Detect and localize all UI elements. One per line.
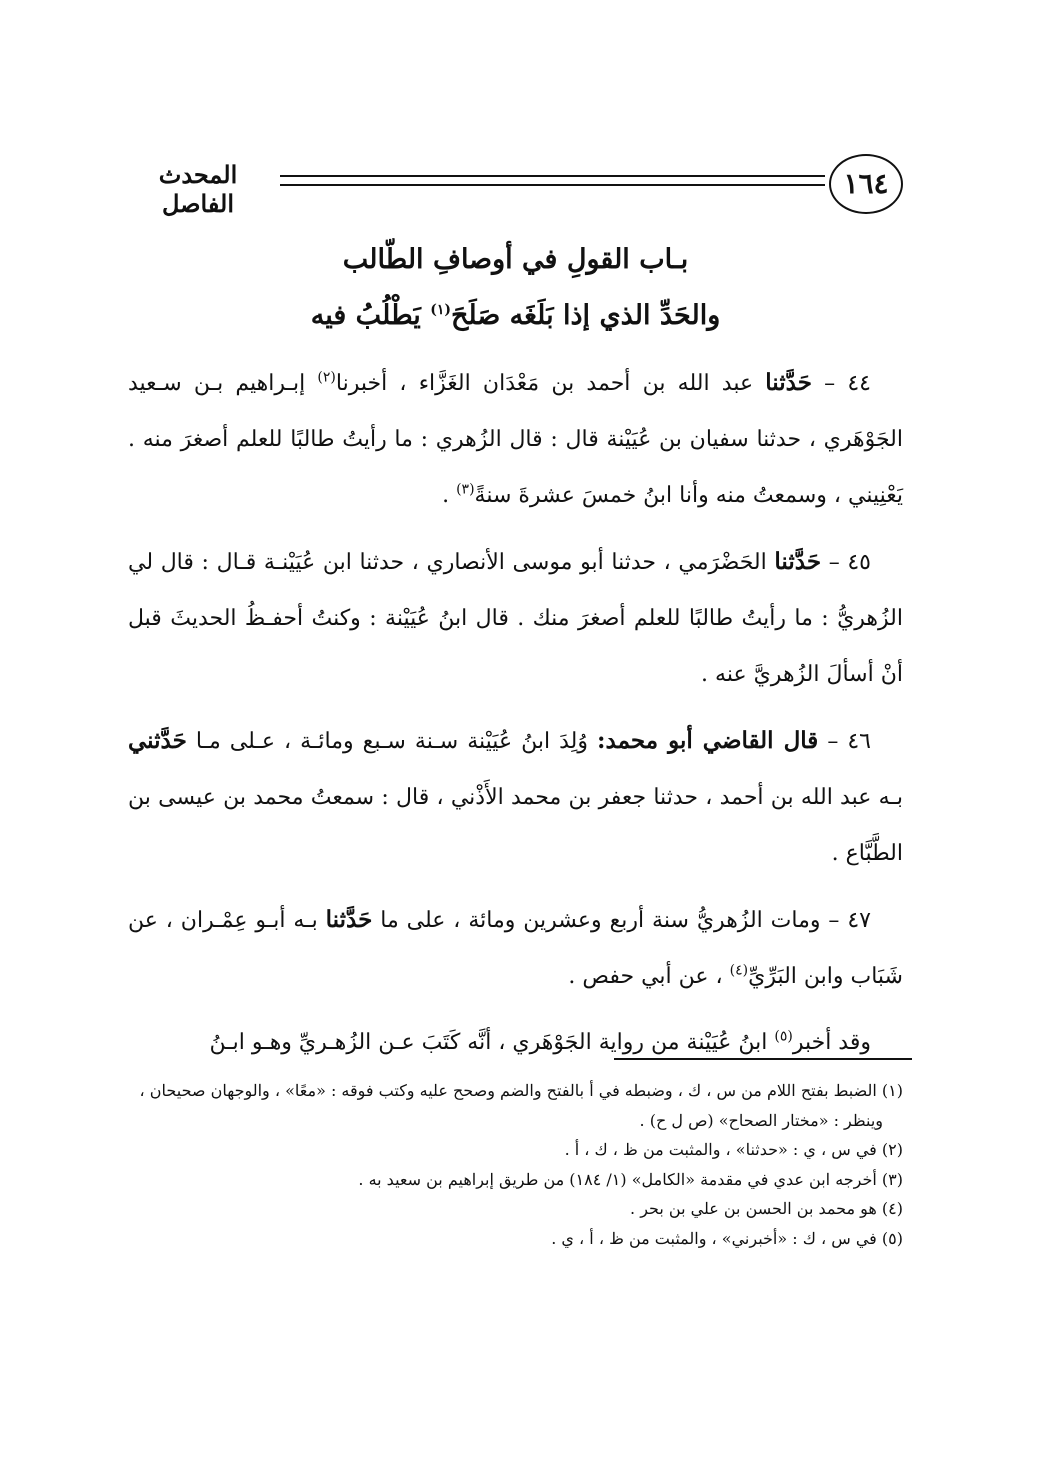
footnote-ref: (٣) — [456, 481, 475, 498]
header-rule — [280, 175, 825, 177]
chapter-title-text: والحَدِّ الذي إذا بَلَغَه صَلَحَ — [450, 300, 721, 331]
chapter-title-line1: بـاب القولِ في أوصافِ الطّالب — [342, 244, 689, 275]
chapter-title-end: يَطْلُبُ فيه — [310, 300, 421, 331]
paragraph-text: وقد أخبر — [792, 1030, 871, 1055]
hadith-formula: حَدَّثنا — [325, 906, 373, 933]
paragraph-text: إبـراهيم بـن سـعيد الجَوْهَري ، حدثنا سفيان بن عُيَيْنة قال : قال الزُهري : ما رأيتُ طالبًا للعلم أصغرَ منه . يَعْنِيني ، وسمعتُ منه وأنا ابنُ خمسَ عشرةَ سنةً — [128, 371, 903, 508]
paragraph-text: بـه أبـو عِمْـران ، عن شَبَاب وابن البَرِّيِّ — [128, 908, 903, 989]
footnote-ref: (٤) — [729, 962, 749, 979]
paragraph-46 — [128, 713, 903, 882]
paragraph-45 — [128, 534, 903, 703]
hadith-formula: حَدَّثنا — [774, 548, 822, 575]
paragraph-text: عبد الله بن أحمد بن مَعْدَان الغَزَّاء ، أخبرنا — [335, 371, 754, 396]
paragraph-48 — [128, 1015, 903, 1071]
chapter-title-line2 — [128, 288, 903, 344]
paragraph-text: ومات الزُهريُّ سنة أربع وعشرين ومائة ، على ما — [380, 908, 821, 933]
footnote: (٣) أخرجه ابن عدي في مقدمة «الكامل» (١/ ١٨٤) من طريق إبراهيم بن سعيد به . — [358, 1169, 903, 1189]
paragraph-number: ٤٥ – — [828, 550, 871, 575]
footnote: (٤) هو محمد بن الحسن بن علي بن بحر . — [630, 1199, 903, 1218]
speaker-label: قال القاضي أبو محمد: — [597, 727, 819, 754]
hadith-formula: حَدَّثني — [128, 727, 187, 754]
paragraph-text: الحَضْرَمي ، حدثنا أبو موسى الأنصاري ، حدثنا ابن عُيَيْنـة قـال : قال لي الزُهريُّ : ما رأيتُ طالبًا للعلم أصغرَ منك . قال ابنُ عُيَيْنة : وكنتُ أحفـظُ الحديثَ قبل أنْ أسألَ الزُهريَّ عنه . — [128, 550, 903, 687]
paragraph-text: . — [442, 483, 450, 508]
paragraph-number: ٤٦ – — [827, 729, 871, 754]
footnote-ref: (١) — [430, 302, 451, 318]
paragraph-text: ، عن أبي حفص . — [568, 964, 723, 989]
paragraph-text: بـه عبد الله بن أحمد ، حدثنا جعفر بن محمد الأَذْني ، قال : سمعتُ محمد بن عيسى بن الطَّبَّاع . — [128, 785, 903, 866]
paragraph-number: ٤٧ – — [828, 908, 871, 933]
paragraph-44 — [128, 355, 903, 524]
header-rule — [280, 184, 825, 186]
footnote: (٥) في س ، ك : «أخبرني» ، والمثبت من ظ ، أ ، ي . — [551, 1228, 903, 1248]
hadith-formula: حَدَّثنا — [765, 369, 812, 396]
footnote: (١) الضبط بفتح اللام من س ، ك ، وضبطه في أ بالفتح والضم وصحح عليه وكتب فوقه : «معًا» ، والوجهان صحيحان ، وينظر : «مختار الصحاح» (ص ل ح) . — [139, 1081, 903, 1130]
page-number: ١٦٤ — [829, 154, 903, 214]
book-title: المحدث الفاصل — [158, 160, 238, 218]
chapter-title — [128, 232, 903, 344]
footnote-ref: (٢) — [317, 369, 336, 386]
paragraph-text: وُلِدَ ابنُ عُيَيْنة سـنة سـبع ومائـة ، عـلى مـا — [195, 729, 588, 754]
footnote-separator — [614, 1058, 912, 1060]
footnotes — [128, 1076, 903, 1253]
main-text — [128, 355, 903, 1081]
footnote: (٢) في س ، ي : «حدثنا» ، والمثبت من ظ ، ك ، أ . — [564, 1140, 903, 1159]
paragraph-number: ٤٤ – — [824, 371, 871, 396]
paragraph-47 — [128, 892, 903, 1005]
paragraph-text: ابنُ عُيَيْنة من رواية الجَوْهَري ، أنَّه كَتَبَ عـن الزُهـريِّ وهـو ابـنُ — [209, 1030, 768, 1055]
page-header — [128, 154, 903, 218]
footnote-ref: (٥) — [774, 1028, 793, 1045]
